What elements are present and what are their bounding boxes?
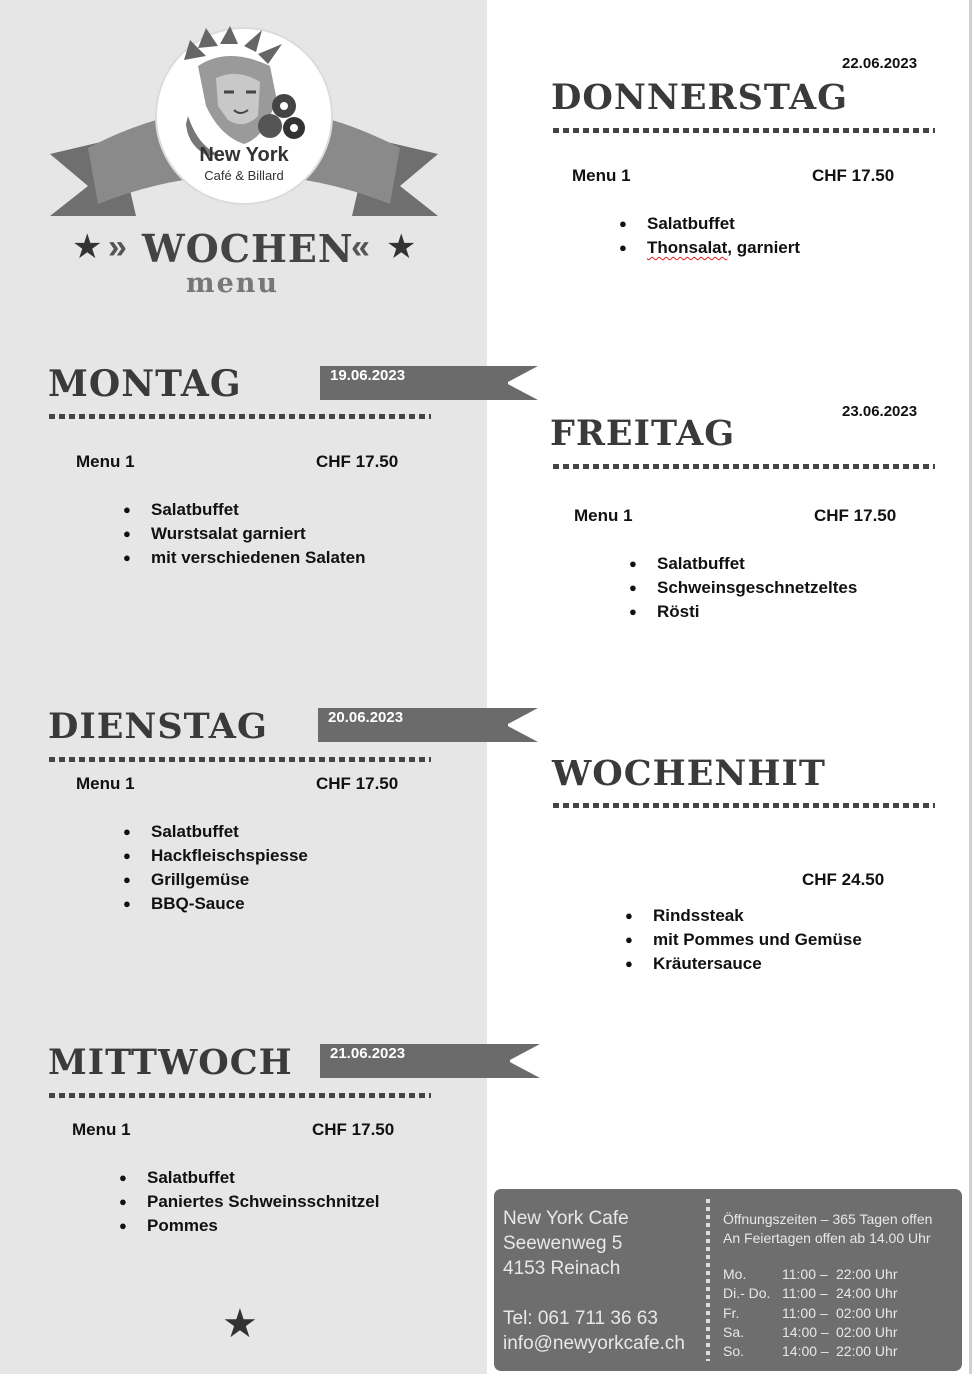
day-heading-donnerstag: DONNERSTAG xyxy=(551,77,849,118)
spellcheck-word: Thonsalat xyxy=(647,238,728,257)
menu-items-montag xyxy=(123,498,365,570)
menu-items-mittwoch xyxy=(119,1166,379,1238)
menu-price: CHF 17.50 xyxy=(316,774,399,793)
day-heading-freitag: FREITAG xyxy=(550,413,736,454)
street: Seewenweg 5 xyxy=(503,1233,623,1254)
chevron-left-icon: « xyxy=(351,228,370,266)
list-item: ● Salatbuffet xyxy=(123,498,365,522)
list-item: ● Pommes xyxy=(119,1214,379,1238)
day-heading-montag: MONTAG xyxy=(48,363,242,405)
hours-open: 11:00 – xyxy=(782,1285,828,1302)
cafe-name: New York Cafe xyxy=(503,1208,629,1229)
menu-price: CHF 17.50 xyxy=(312,1120,395,1139)
email: info@newyorkcafe.ch xyxy=(503,1333,685,1354)
logo-subtitle: Café & Billard xyxy=(204,168,284,183)
list-item: ● Paniertes Schweinsschnitzel xyxy=(119,1190,379,1214)
date-label: 20.06.2023 xyxy=(328,709,404,726)
date-label-freitag: 23.06.2023 xyxy=(842,403,918,420)
hours-open: 14:00 – xyxy=(782,1343,829,1360)
list-item: ● Grillgemüse xyxy=(123,868,308,892)
list-item: ● mit verschiedenen Salaten xyxy=(123,546,365,570)
menu-label: Menu 1 xyxy=(72,1120,131,1139)
hours-close: 02:00 Uhr xyxy=(836,1304,898,1321)
list-item: ● Salatbuffet xyxy=(119,1166,379,1190)
list-item-suffix: , garniert xyxy=(727,238,801,257)
list-item: ● BBQ-Sauce xyxy=(123,892,308,916)
date-banner-montag xyxy=(320,366,540,402)
menu-label: Menu 1 xyxy=(574,506,633,525)
day-heading-dienstag: DIENSTAG xyxy=(48,706,268,747)
hours-close: 02:00 Uhr xyxy=(836,1323,898,1340)
list-item: ● Salatbuffet xyxy=(629,552,857,576)
hours-close: 22:00 Uhr xyxy=(836,1266,898,1282)
wochenhit-heading: WOCHENHIT xyxy=(552,753,826,794)
menu-items-wochenhit xyxy=(625,904,862,976)
star-icon: ★ xyxy=(222,1302,258,1346)
list-item xyxy=(619,236,800,260)
star-icon: ★ xyxy=(72,228,103,266)
menu-items-freitag xyxy=(629,552,857,624)
ribbon-logo-graphic xyxy=(48,26,440,226)
hours-close: 24:00 Uhr xyxy=(836,1285,898,1302)
menu-items-dienstag xyxy=(123,820,308,916)
date-banner-mittwoch xyxy=(320,1044,542,1080)
table-row xyxy=(723,1342,897,1361)
list-item: ● mit Pommes und Gemüse xyxy=(625,928,862,952)
hours-day: Di.- Do. xyxy=(723,1285,771,1302)
hours-open: 11:00 – xyxy=(782,1304,828,1321)
hours-title: Öffnungszeiten – 365 Tagen offen xyxy=(723,1211,933,1227)
city: 4153 Reinach xyxy=(503,1258,621,1279)
dotted-divider xyxy=(553,464,935,469)
list-item: ● Rindssteak xyxy=(625,904,862,928)
wochen-title: WOCHEN xyxy=(142,226,354,271)
menu-items-donnerstag xyxy=(619,212,800,260)
menu-price: CHF 17.50 xyxy=(316,452,399,471)
hours-day: Mo. xyxy=(723,1266,747,1282)
table-row xyxy=(723,1304,897,1323)
dotted-divider xyxy=(49,1093,431,1098)
contact-block xyxy=(503,1206,685,1356)
list-item: ● Salatbuffet xyxy=(123,820,308,844)
menu-label: Menu 1 xyxy=(76,452,135,471)
day-heading-mittwoch: MITTWOCH xyxy=(48,1042,293,1083)
menu-label: Menu 1 xyxy=(572,166,631,185)
hours-day: So. xyxy=(723,1343,745,1360)
logo-name: New York xyxy=(199,144,289,166)
hours-close: 22:00 Uhr xyxy=(836,1343,898,1360)
opening-hours-table xyxy=(723,1265,897,1361)
dotted-divider xyxy=(553,803,935,808)
list-item: ● Hackfleischspiesse xyxy=(123,844,308,868)
hours-day: Fr. xyxy=(723,1304,740,1321)
star-icon: ★ xyxy=(386,228,417,266)
menu-subtitle: menu xyxy=(186,268,280,299)
hours-header xyxy=(723,1210,932,1248)
list-item: ● Salatbuffet xyxy=(619,212,800,236)
date-label-donnerstag: 22.06.2023 xyxy=(842,55,918,72)
list-item: ● Kräutersauce xyxy=(625,952,862,976)
dotted-divider xyxy=(553,128,935,133)
list-item: ● Wurstsalat garniert xyxy=(123,522,365,546)
list-item: ● Schweinsgeschnetzeltes xyxy=(629,576,857,600)
menu-price: CHF 17.50 xyxy=(812,166,895,185)
hours-day: Sa. xyxy=(723,1323,745,1340)
menu-label: Menu 1 xyxy=(76,774,135,793)
dotted-separator xyxy=(706,1199,710,1361)
date-banner-dienstag xyxy=(318,708,540,744)
contact-footer xyxy=(494,1189,962,1371)
chevron-right-icon: » xyxy=(108,228,127,266)
table-row xyxy=(723,1265,897,1284)
table-row xyxy=(723,1323,897,1342)
phone: Tel: 061 711 36 63 xyxy=(503,1308,658,1329)
wochenhit-price: CHF 24.50 xyxy=(802,870,885,889)
dotted-divider xyxy=(49,414,431,419)
hours-open: 14:00 – xyxy=(782,1323,829,1340)
menu-price: CHF 17.50 xyxy=(814,506,897,525)
table-row xyxy=(723,1284,897,1303)
holiday-note: An Feiertagen offen ab 14.00 Uhr xyxy=(723,1230,931,1246)
logo xyxy=(48,26,440,306)
hours-open: 11:00 – xyxy=(782,1266,828,1282)
date-label: 19.06.2023 xyxy=(330,367,406,384)
date-label: 21.06.2023 xyxy=(330,1045,406,1062)
list-item: ● Rösti xyxy=(629,600,857,624)
dotted-divider xyxy=(49,757,431,762)
